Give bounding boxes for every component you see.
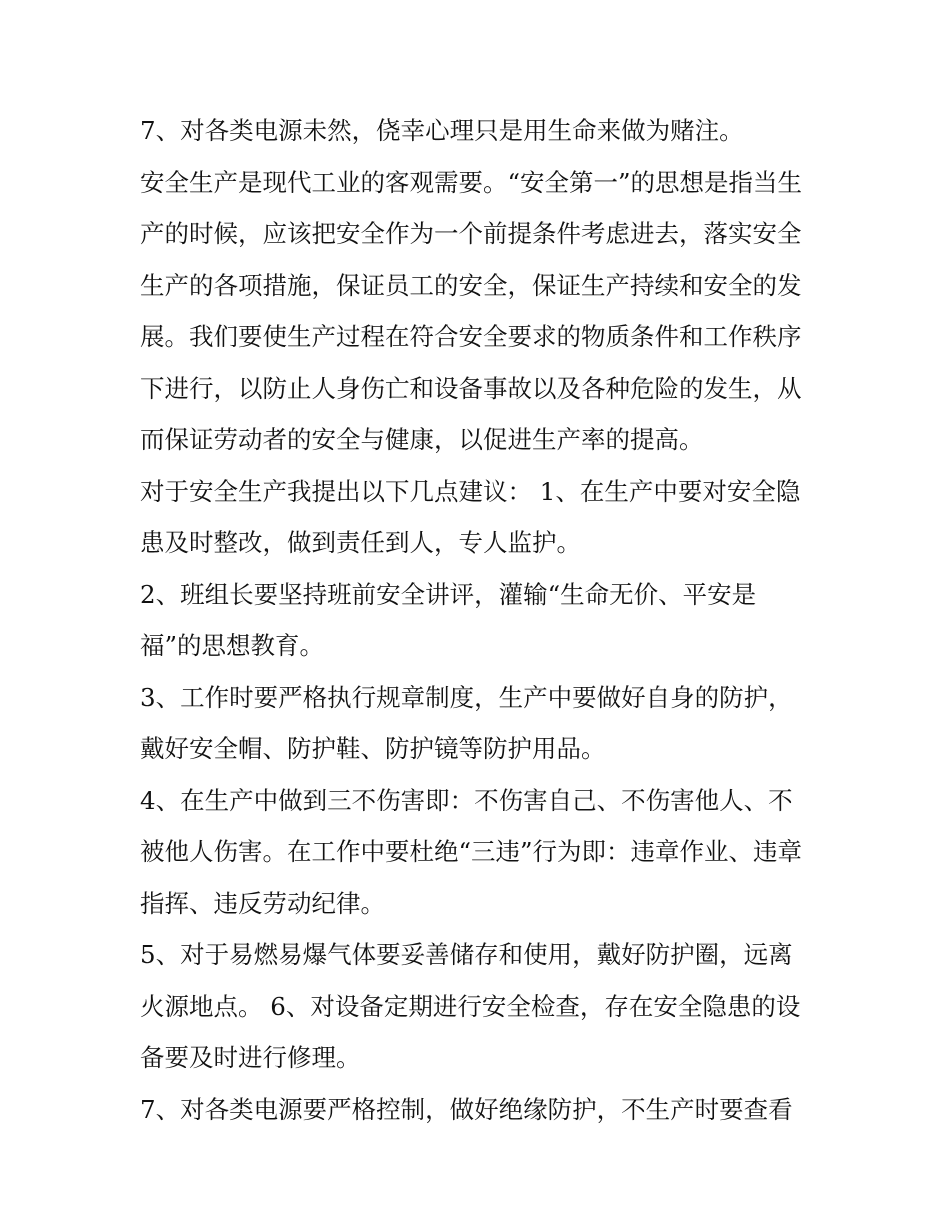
text-line: 产的时候，应该把安全作为一个前提条件考虑进去，落实安全: [140, 219, 802, 248]
text-line: 3、工作时要严格执行规章制度，生产中要做好自身的防护，: [140, 682, 793, 712]
text-line: 下进行，以防止人身伤亡和设备事故以及各种危险的发生，从: [140, 373, 802, 403]
text-line: 生产的各项措施，保证员工的安全，保证生产持续和安全的发: [140, 270, 802, 300]
text-line: 火源地点。 6、对设备定期进行安全检查，存在安全隐患的设: [140, 991, 801, 1021]
text-line: 安全生产是现代工业的客观需要。“安全第一”的思想是指当生: [140, 167, 803, 197]
text-line: 7、对各类电源未然，侥幸心理只是用生命来做为赌注。: [140, 116, 744, 145]
text-line: 5、对于易燃易爆气体要妥善储存和使用，戴好防护圈，远离: [140, 940, 793, 969]
text-line: 2、班组长要坚持班前安全讲评，灌输“生命无价、平安是: [140, 579, 757, 609]
document-body: [140, 105, 820, 1135]
text-line: 被他人伤害。在工作中要杜绝“三违”行为即：违章作业、违章: [140, 837, 803, 866]
text-line: 而保证劳动者的安全与健康，以促进生产率的提高。: [140, 425, 704, 454]
text-line: 戴好安全帽、防护鞋、防护镜等防护用品。: [140, 734, 606, 763]
text-line: 对于安全生产我提出以下几点建议： 1、在生产中要对安全隐: [140, 476, 801, 506]
text-line: 患及时整改，做到责任到人，专人监护。: [140, 528, 581, 557]
text-line: 备要及时进行修理。: [140, 1043, 361, 1072]
text-line: 指挥、违反劳动纪律。: [140, 888, 385, 918]
text-line: 福”的思想教育。: [140, 631, 325, 660]
text-line: 7、对各类电源要严格控制，做好绝缘防护，不生产时要查看: [140, 1094, 793, 1124]
text-line: 4、在生产中做到三不伤害即：不伤害自己、不伤害他人、不: [140, 785, 793, 815]
text-line: 展。我们要使生产过程在符合安全要求的物质条件和工作秩序: [140, 322, 802, 351]
